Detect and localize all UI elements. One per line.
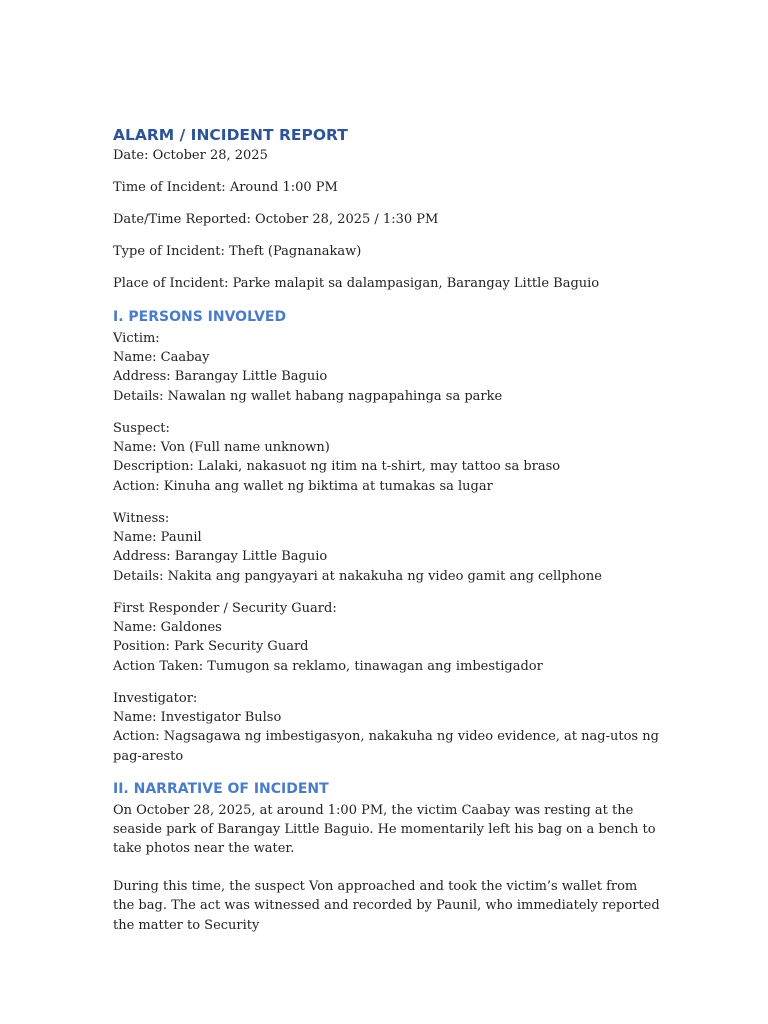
narrative xyxy=(113,801,668,935)
person-role: Witness: xyxy=(113,510,170,526)
person-detail-line: Name: Paunil xyxy=(113,529,202,545)
narrative-paragraph: During this time, the suspect Von approached and took the victim’s wallet from the bag. The act was witnessed and recorded by Paunil, who immediately reported the matter to Security xyxy=(113,879,660,933)
person-witness xyxy=(113,509,668,586)
person-role: Investigator: xyxy=(113,690,198,706)
document-title: ALARM / INCIDENT REPORT xyxy=(113,126,348,144)
person-first-responder xyxy=(113,599,668,676)
meta-date-time-reported: Date/Time Reported: October 28, 2025 / 1:30 PM xyxy=(113,212,439,228)
person-detail-line: Name: Von (Full name unknown) xyxy=(113,439,330,455)
section-narrative-heading: II. NARRATIVE OF INCIDENT xyxy=(113,780,329,797)
meta-time-of-incident: Time of Incident: Around 1:00 PM xyxy=(113,180,338,196)
narrative-paragraph: On October 28, 2025, at around 1:00 PM, the victim Caabay was resting at the seaside park of Barangay Little Baguio. He momentarily left his bag on a bench to take photos near the water. xyxy=(113,802,656,857)
person-detail-line: Name: Investigator Bulso xyxy=(113,709,282,725)
person-detail-line: Position: Park Security Guard xyxy=(113,639,309,655)
person-detail-line: Details: Nakita ang pangyayari at nakakuha ng video gamit ang cellphone xyxy=(113,568,602,584)
person-suspect xyxy=(113,419,668,496)
person-detail-line: Address: Barangay Little Baguio xyxy=(113,549,328,565)
persons-involved xyxy=(113,329,668,766)
person-role: First Responder / Security Guard: xyxy=(113,600,337,616)
person-detail-line: Name: Caabay xyxy=(113,349,210,365)
section-persons-involved-heading: I. PERSONS INVOLVED xyxy=(113,308,287,325)
person-role: Suspect: xyxy=(113,420,170,436)
person-detail-line: Description: Lalaki, nakasuot ng itim na t-shirt, may tattoo sa braso xyxy=(113,459,561,475)
person-investigator xyxy=(113,689,661,766)
person-detail-line: Name: Galdones xyxy=(113,619,222,635)
meta-type-of-incident: Type of Incident: Theft (Pagnanakaw) xyxy=(113,244,362,260)
person-victim xyxy=(113,329,668,406)
person-detail-line: Details: Nawalan ng wallet habang nagpapahinga sa parke xyxy=(113,388,503,404)
person-detail-line: Action: Nagsagawa ng imbestigasyon, nakakuha ng video evidence, at nag-utos ng pag-aresto xyxy=(113,729,659,764)
meta-date: Date: October 28, 2025 xyxy=(113,148,268,163)
meta-place-of-incident: Place of Incident: Parke malapit sa dalampasigan, Barangay Little Baguio xyxy=(113,276,600,292)
person-detail-line: Action: Kinuha ang wallet ng biktima at tumakas sa lugar xyxy=(113,478,493,494)
person-detail-line: Action Taken: Tumugon sa reklamo, tinawagan ang imbestigador xyxy=(113,658,543,674)
person-role: Victim: xyxy=(113,330,160,346)
person-detail-line: Address: Barangay Little Baguio xyxy=(113,369,328,385)
report-meta xyxy=(113,146,668,294)
